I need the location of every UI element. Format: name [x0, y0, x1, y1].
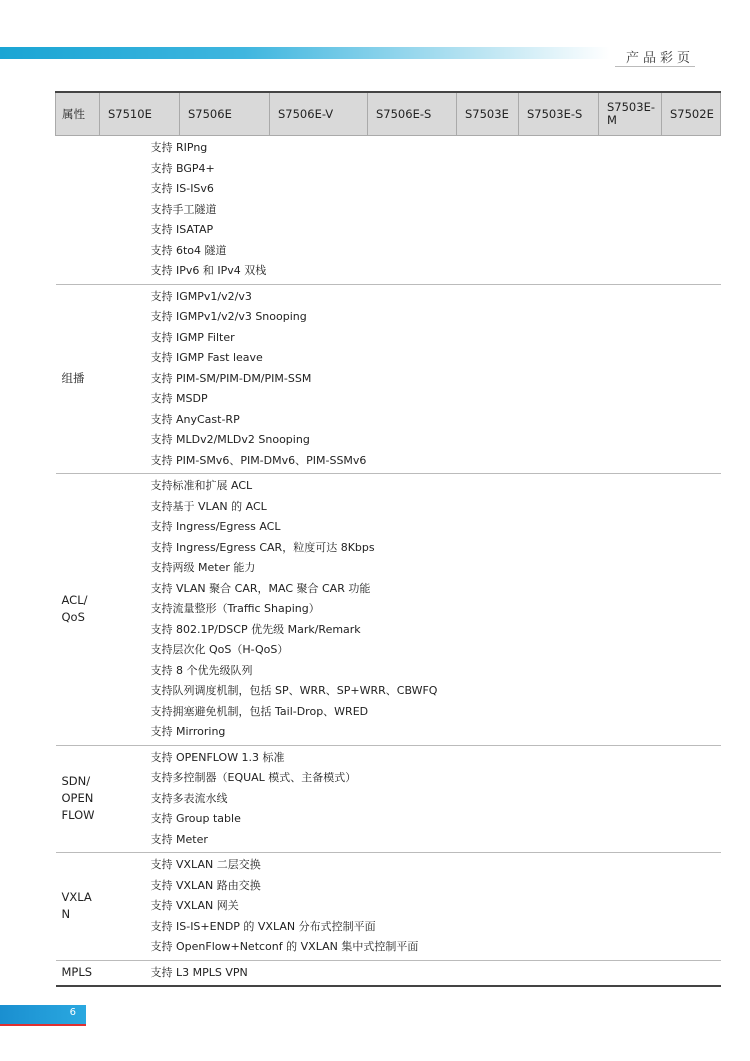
feature-item: 支持 VXLAN 二层交换 [150, 858, 261, 871]
feature-item: 支持 IGMP Filter [150, 330, 235, 344]
feature-item: 支持 PIM-SM/PIM-DM/PIM-SSM [150, 371, 312, 385]
feature-item: 支持 IGMP Fast leave [150, 351, 263, 364]
feature-item: 支持基于 VLAN 的 ACL [150, 499, 267, 513]
feature-item: 支持 VXLAN 网关 [150, 899, 239, 912]
feature-item: 支持 8 个优先级队列 [150, 663, 253, 677]
features-cell [100, 960, 721, 986]
feature-item: 支持 IGMPv1/v2/v3 Snooping [150, 310, 307, 323]
feature-item: 支持队列调度机制，包括 SP、WRR、SP+WRR、CBWFQ [150, 684, 438, 697]
feature-item: 支持 AnyCast-RP [150, 412, 240, 426]
category-cell: ACL/ QoS [56, 474, 100, 746]
features-cell [100, 284, 721, 474]
features-cell [100, 853, 721, 961]
category-cell: 组播 [56, 284, 100, 474]
table-row [56, 745, 721, 853]
header-model: S7510E [100, 92, 180, 136]
feature-item: 支持层次化 QoS（H-QoS） [150, 643, 289, 656]
feature-item: 支持 MSDP [150, 392, 208, 405]
header-model: S7502E [662, 92, 721, 136]
category-cell: SDN/ OPEN FLOW [56, 745, 100, 853]
header-model: S7503E-M [599, 92, 662, 136]
feature-item: 支持 ISATAP [150, 223, 214, 236]
feature-item: 支持流量整形（Traffic Shaping） [150, 602, 320, 615]
feature-item: 支持 L3 MPLS VPN [150, 965, 248, 979]
page-header-title: 产品彩页 [626, 51, 695, 66]
table-row [56, 853, 721, 961]
feature-item: 支持 Group table [150, 812, 241, 825]
features-cell [100, 474, 721, 746]
header-model: S7506E-S [368, 92, 457, 136]
feature-item: 支持 VXLAN 路由交换 [150, 878, 261, 892]
feature-item: 支持 Mirroring [150, 725, 226, 738]
feature-item: 支持 Ingress/Egress ACL [150, 520, 281, 533]
page-number: 6 [69, 1007, 76, 1018]
feature-item: 支持 BGP4+ [150, 161, 215, 175]
header-attr: 属性 [56, 92, 100, 136]
category-cell: MPLS [56, 960, 100, 986]
feature-item: 支持拥塞避免机制，包括 Tail-Drop、WRED [150, 704, 369, 718]
header-model: S7503E [457, 92, 519, 136]
header-band [0, 47, 610, 59]
feature-item: 支持 PIM-SMv6、PIM-DMv6、PIM-SSMv6 [150, 453, 367, 467]
table-header-row [56, 92, 721, 136]
table-row [56, 284, 721, 474]
feature-item: 支持 IPv6 和 IPv4 双栈 [150, 264, 267, 277]
feature-item: 支持手工隧道 [150, 202, 217, 216]
table-row [56, 136, 721, 285]
feature-item: 支持 IGMPv1/v2/v3 [150, 289, 252, 303]
feature-item: 支持标准和扩展 ACL [150, 479, 253, 492]
feature-item: 支持 VLAN 聚合 CAR，MAC 聚合 CAR 功能 [150, 581, 371, 595]
spec-table [55, 91, 721, 987]
feature-item: 支持 IS-IS+ENDP 的 VXLAN 分布式控制平面 [150, 919, 376, 933]
feature-item: 支持 IS-ISv6 [150, 182, 214, 195]
features-cell [100, 745, 721, 853]
header-model: S7506E-V [270, 92, 368, 136]
feature-item: 支持 RIPng [150, 141, 208, 154]
footer-accent-line [0, 1024, 86, 1026]
feature-item: 支持多控制器（EQUAL 模式、主备模式） [150, 771, 357, 784]
feature-item: 支持 OpenFlow+Netconf 的 VXLAN 集中式控制平面 [150, 940, 419, 953]
table-row [56, 474, 721, 746]
feature-item: 支持多表流水线 [150, 791, 228, 805]
header-divider [615, 66, 695, 67]
header-model: S7506E [180, 92, 270, 136]
category-cell: VXLA N [56, 853, 100, 961]
category-cell [56, 136, 100, 285]
feature-item: 支持 Ingress/Egress CAR，粒度可达 8Kbps [150, 540, 375, 554]
table-row [56, 960, 721, 986]
feature-item: 支持 MLDv2/MLDv2 Snooping [150, 433, 310, 446]
feature-item: 支持 802.1P/DSCP 优先级 Mark/Remark [150, 622, 361, 636]
feature-item: 支持 6to4 隧道 [150, 243, 227, 257]
feature-item: 支持 OPENFLOW 1.3 标准 [150, 750, 285, 764]
features-cell [100, 136, 721, 285]
feature-item: 支持 Meter [150, 832, 208, 846]
header-model: S7503E-S [519, 92, 599, 136]
feature-item: 支持两级 Meter 能力 [150, 561, 256, 574]
